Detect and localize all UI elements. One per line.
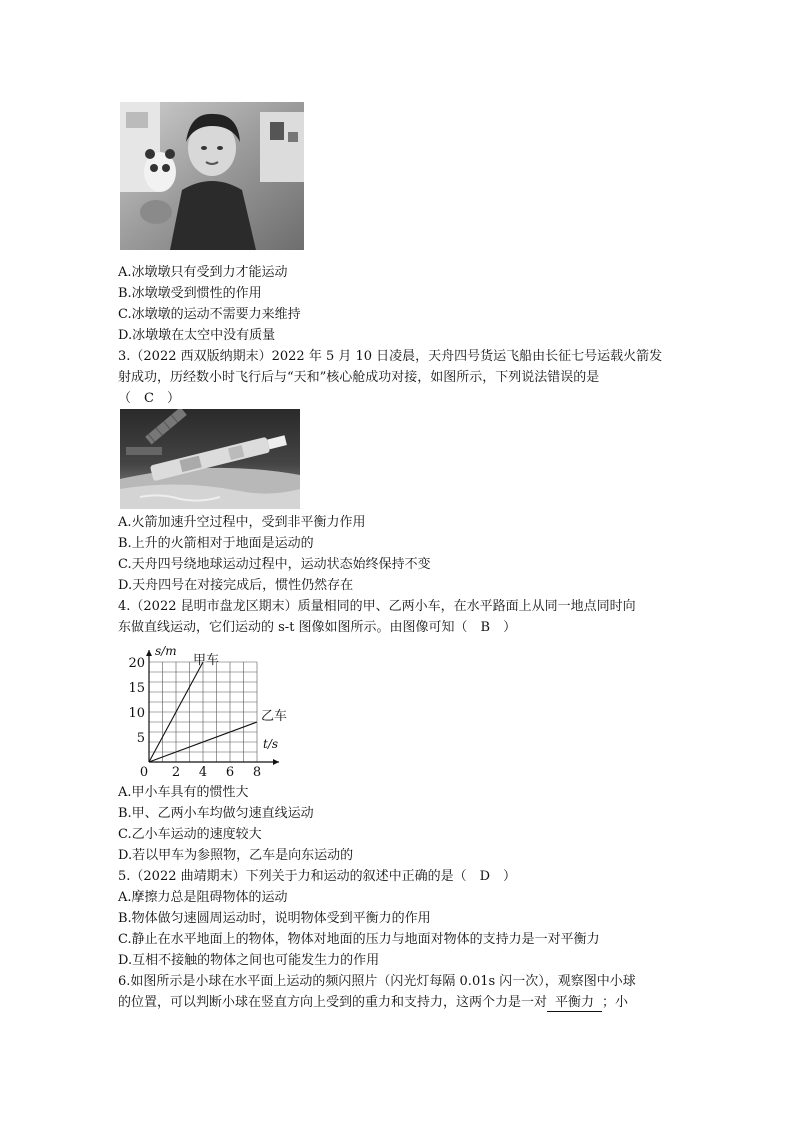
q4-stem-line2: 东做直线运动，它们运动的 s-t 图像如图所示。由图像可知（ B ） <box>118 620 517 635</box>
q4-stem-line1: 4.（2022 昆明市盘龙区期末）质量相同的甲、乙两小车，在水平路面上从同一地点同时向 <box>118 599 636 614</box>
q6-stem-line1: 6.如图所示是小球在水平面上运动的频闪照片（闪光灯每隔 0.01s 闪一次），观察图中小球 <box>118 974 636 989</box>
x-tick-label: 8 <box>252 765 262 776</box>
q5-stem: 5.（2022 曲靖期末）下列关于力和运动的叙述中正确的是（ D ） <box>118 869 517 884</box>
q4-option-b: B.甲、乙两小车均做匀速直线运动 <box>118 806 314 821</box>
astronaut-image <box>120 102 304 250</box>
q2-option-b: B.冰墩墩受到惯性的作用 <box>118 286 262 301</box>
q6-stem-line2 <box>118 992 628 1013</box>
x-axis-arrow <box>273 759 279 765</box>
x-tick-label: 4 <box>198 765 208 776</box>
q5-option-d: D.互相不接触的物体之间也可能发生力的作用 <box>118 953 380 968</box>
q3-option-b: B.上升的火箭相对于地面是运动的 <box>118 536 314 551</box>
y-axis-label: s/m <box>155 644 177 658</box>
q3-stem-line1: 3.（2022 西双版纳期末）2022 年 5 月 10 日凌晨，天舟四号货运飞船由长征七号运载火箭发 <box>118 349 663 364</box>
y-tick-label: 5 <box>136 731 145 746</box>
x-tick-label: 2 <box>171 765 181 776</box>
q5-option-b: B.物体做匀速圆周运动时，说明物体受到平衡力的作用 <box>118 911 431 926</box>
y-tick-label: 15 <box>128 681 145 696</box>
x-tick-label: 0 <box>139 765 149 776</box>
spacecraft-image <box>120 409 300 509</box>
y-tick-label: 10 <box>128 706 145 721</box>
y-axis-arrow <box>146 650 152 656</box>
q3-stem-line2: 射成功，历经数小时飞行后与“天和”核心舱成功对接，如图所示，下列说法错误的是 <box>118 370 600 385</box>
q3-option-a: A.火箭加速升空过程中，受到非平衡力作用 <box>118 515 366 530</box>
q2-option-c: C.冰墩墩的运动不需要力来维持 <box>118 307 301 322</box>
q6-answer-blank: 平衡力 <box>547 994 602 1012</box>
q5-option-a: A.摩擦力总是阻碍物体的运动 <box>118 890 288 905</box>
q5-option-c: C.静止在水平地面上的物体，物体对地面的压力与地面对物体的支持力是一对平衡力 <box>118 932 600 947</box>
astronaut-photo <box>120 102 304 250</box>
chart-grid <box>149 662 257 762</box>
q6-line2-prefix: 的位置，可以判断小球在竖直方向上受到的重力和支持力，这两个力是一对 <box>118 995 548 1010</box>
q2-option-d: D.冰墩墩在太空中没有质量 <box>118 328 276 343</box>
q4-option-d: D.若以甲车为参照物，乙车是向东运动的 <box>118 848 354 863</box>
x-axis-label: t/s <box>263 737 279 751</box>
q4-option-c: C.乙小车运动的速度较大 <box>118 827 262 842</box>
q4-option-a: A.甲小车具有的惯性大 <box>118 785 249 800</box>
x-tick-label: 6 <box>225 765 235 776</box>
y-tick-label: 20 <box>128 656 145 671</box>
q2-option-a: A.冰墩墩只有受到力才能运动 <box>118 265 288 280</box>
s-t-chart <box>118 641 298 776</box>
q3-stem-line3: （ C ） <box>118 391 180 406</box>
series-label-yi: 乙车 <box>261 709 288 724</box>
spacecraft-photo <box>120 409 300 509</box>
q3-option-c: C.天舟四号绕地球运动过程中，运动状态始终保持不变 <box>118 557 431 572</box>
series-label-jia: 甲车 <box>193 653 220 668</box>
q3-option-d: D.天舟四号在对接完成后，惯性仍然存在 <box>118 578 354 593</box>
q6-line2-suffix: ；小 <box>602 995 629 1010</box>
